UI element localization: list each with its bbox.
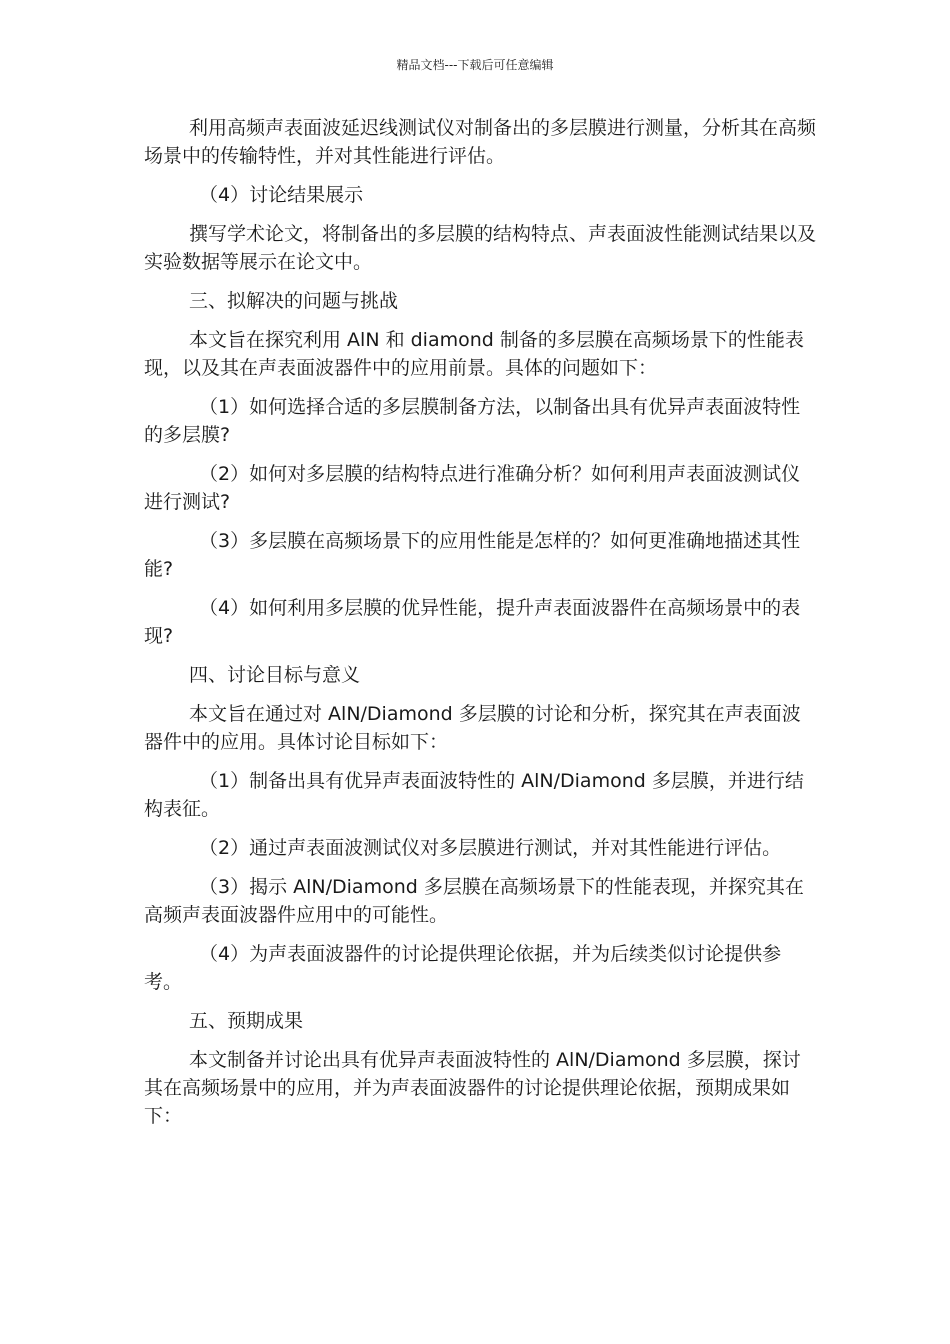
section-heading-outcomes: 五、预期成果	[189, 1010, 304, 1032]
paragraph-goal-2: （2）通过声表面波测试仪对多层膜进行测试，并对其性能进行评估。	[199, 837, 782, 859]
paragraph-goal-1: （1）制备出具有优异声表面波特性的 AlN/Diamond 多层膜，并进行结构表征。	[144, 770, 804, 820]
paragraph-goal-4: （4）为声表面波器件的讨论提供理论依据，并为后续类似讨论提供参考。	[144, 943, 782, 993]
paragraph-question-1: （1）如何选择合适的多层膜制备方法，以制备出具有优异声表面波特性的多层膜?	[144, 396, 801, 446]
paragraph-item-4-results: （4）讨论结果展示	[199, 184, 364, 206]
paragraph-paper-writing: 撰写学术论文，将制备出的多层膜的结构特点、声表面波性能测试结果以及实验数据等展示在论文中。	[144, 223, 817, 273]
section-heading-goals: 四、讨论目标与意义	[189, 664, 361, 686]
paragraph-question-4: （4）如何利用多层膜的优异性能，提升声表面波器件在高频场景中的表现?	[144, 597, 801, 647]
paragraph-outcomes-intro: 本文制备并讨论出具有优异声表面波特性的 AlN/Diamond 多层膜，探讨其在高频场景中的应用，并为声表面波器件的讨论提供理论依据，预期成果如下：	[144, 1049, 801, 1127]
paragraph-goal-3: （3）揭示 AlN/Diamond 多层膜在高频场景下的性能表现，并探究其在高频声表面波器件应用中的可能性。	[144, 876, 804, 926]
section-heading-problems: 三、拟解决的问题与挑战	[189, 290, 399, 312]
paragraph-measurement: 利用高频声表面波延迟线测试仪对制备出的多层膜进行测量，分析其在高频场景中的传输特性，并对其性能进行评估。	[144, 117, 817, 167]
paragraph-question-3: （3）多层膜在高频场景下的应用性能是怎样的？如何更准确地描述其性能?	[144, 530, 801, 580]
page-header: 精品文档---下载后可任意编辑	[396, 58, 554, 72]
paragraph-question-2: （2）如何对多层膜的结构特点进行准确分析？如何利用声表面波测试仪进行测试?	[144, 463, 801, 513]
paragraph-problems-intro: 本文旨在探究利用 AlN 和 diamond 制备的多层膜在高频场景下的性能表现，以及其在声表面波器件中的应用前景。具体的问题如下：	[144, 329, 804, 379]
document-body	[144, 114, 816, 1141]
paragraph-goals-intro: 本文旨在通过对 AlN/Diamond 多层膜的讨论和分析，探究其在声表面波器件中的应用。具体讨论目标如下：	[144, 703, 801, 753]
